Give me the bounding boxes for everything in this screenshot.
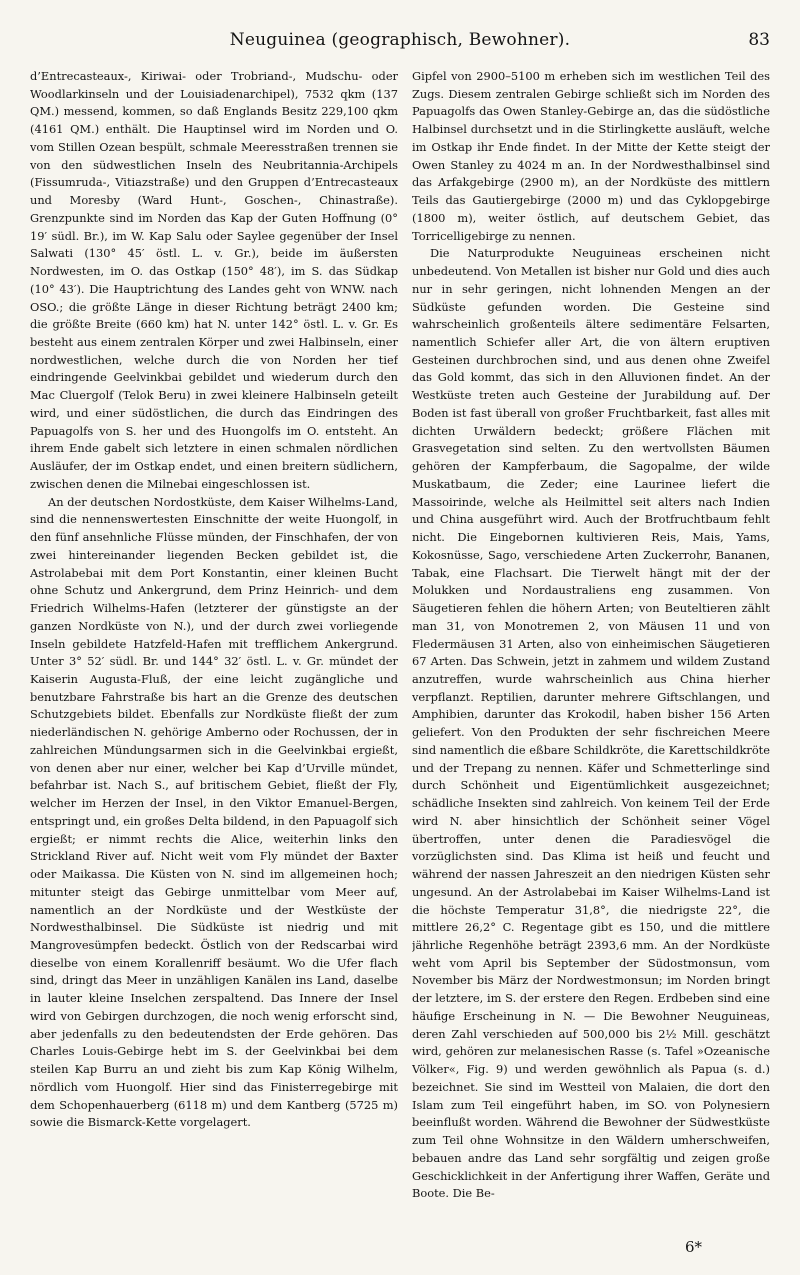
paragraph: An der deutschen Nordostküste, dem Kaiser Wilhelms-Land, sind die nennenswertesten Einschnitte der weite Huongolf, in den fünf ansehnliche Flüsse münden, der Finschhafen, der von zwei hintereinander liegenden Becken gebildet ist, die Astrolabebai mit dem Port Konstantin, einer kleinen Bucht ohne Schutz und Ankergrund, dem Prinz Heinrich- und dem Friedrich Wilhelms-Hafen (letzterer der günstigste an der ganzen Nordküste von N.), und der durch zwei vorliegende Inseln gebildete Hatzfeld-Hafen mit trefflichem Ankergrund. Unter 3° 52′ südl. Br. und 144° 32′ östl. L. v. Gr. mündet der Kaiserin Augusta-Fluß, der eine leicht zugängliche und benutzbare Fahrstraße bis hart an die Grenze des deutschen Schutzgebiets bildet. Ebenfalls zur Nordküste fließt der zum niederländischen N. gehörige Amberno oder Rochussen, der in zahlreichen Mündungsarmen sich in die Geelvinkbai ergießt, von denen aber nur einer, welcher bei Kap d’Urville mündet, befahrbar ist. Nach S., auf britischem Gebiet, fließt der Fly, welcher im Herzen der Insel, in den Viktor Emanuel-Bergen, entspringt und, ein großes Delta bildend, in den Papuagolf sich ergießt; er nimmt rechts die Alice, weiterhin links den Strickland River auf. Nicht weit vom Fly mündet der Baxter oder Maikassa. Die Küsten von N. sind im allgemeinen hoch; mitunter steigt das Gebirge unmittelbar vom Meer auf, namentlich an der Nordküste und der Westküste der Nordwesthalbinsel. Die Südküste ist niedrig und mit Mangrovesümpfen bedeckt. Östlich von der Redscarbai wird dieselbe von einem Korallenriff besäumt. Wo die Ufer flach sind, dringt das Meer in unzähligen Kanälen ins Land, daselbe in lauter kleine Inselchen zerspaltend. Das Innere der Insel wird von Gebirgen durchzogen, die noch wenig erforscht sind, aber jedenfalls zu den bedeutendsten der Erde gehören. Das Charles Louis-Gebirge hebt im S. der Geelvinkbai bei dem steilen Kap Burru an und zieht bis zum Kap König Wilhelm, nördlich vom Huongolf. Hier sind das Finisterregebirge mit dem Schopenhauerberg (6118 m) und dem Kantberg (5725 m) sowie die Bismarck-Kette vorgelagert. — [30, 494, 398, 1130]
page-number: 83 — [748, 30, 770, 50]
right-column — [412, 68, 770, 1236]
printer-signature: 6* — [684, 1238, 702, 1256]
left-column — [30, 68, 398, 1236]
paragraph: Gipfel von 2900–5100 m erheben sich im westlichen Teil des Zugs. Diesem zentralen Gebirge schließt sich im Norden des Papuagolfs das Owen Stanley-Gebirge an, das die südöstliche Halbinsel durchsetzt und in die Stirlingkette ausläuft, welche im Ostkap ihr Ende findet. In der Mitte der Kette steigt der Owen Stanley zu 4024 m an. In der Nordwesthalbinsel sind das Arfakgebirge (2900 m), an der Nordküste des mittlern Teils das Gautiergebirge (2000 m) und das Cyklopgebirge (1800 m), weiter östlich, auf deutschem Gebiet, das Torricelligebirge zu nennen. — [412, 69, 770, 243]
page-header — [0, 30, 800, 58]
running-head: Neuguinea (geographisch, Bewohner). — [229, 30, 571, 50]
paragraph: d’Entrecasteaux-, Kiriwai- oder Trobriand-, Mudschu- oder Woodlarkinseln und der Louisiadenarchipel), 7532 qkm (137 QM.) messend, kommen, so daß Englands Besitz 229,100 qkm (4161 QM.) enthält. Die Hauptinsel wird im Norden und O. vom Stillen Ozean bespült, schmale Meeresstraßen trennen sie von den südwestlichen Inseln des Neubritannia-Archipels (Fissumruda-, Vitiazstraße) und den Gruppen d’Entrecasteaux und Moresby (Ward Hunt-, Goschen-, Chinastraße). Grenzpunkte sind im Norden das Kap der Guten Hoffnung (0° 19′ südl. Br.), im W. Kap Salu oder Saylee gegenüber der Insel Salwati (130° 45′ östl. L. v. Gr.), beide im äußersten Nordwesten, im O. das Ostkap (150° 48′), im S. das Südkap (10° 43′). Die Hauptrichtung des Landes geht von WNW. nach OSO.; die größte Länge in dieser Richtung beträgt 2400 km; die größte Breite (660 km) hat N. unter 142° östl. L. v. Gr. Es besteht aus einem zentralen Körper und zwei Halbinseln, einer nordwestlichen, welche durch die von Norden her tief eindringende Geelvinkbai gebildet und wiederum durch den Mac Cluergolf (Telok Beru) in zwei kleinere Halbinseln geteilt wird, und einer südöstlichen, die durch das Eindringen des Papuagolfs von S. her und des Huongolfs im O. entsteht. An ihrem Ende gabelt sich letztere in einen schmalen nördlichen Ausläufer, der im Ostkap endet, und einen breitern südlichern, zwischen denen die Milnebai eingeschlossen ist. — [30, 69, 398, 491]
paragraph: Die Naturprodukte Neuguineas erscheinen nicht unbedeutend. Von Metallen ist bisher nur Gold und dies auch nur in sehr geringen, nicht lohnenden Mengen an der Südküste gefunden worden. Die Gesteine sind wahrscheinlich großenteils ältere sedimentäre Felsarten, namentlich Schiefer aller Art, die von ältern eruptiven Gesteinen durchbrochen sind, und aus denen ohne Zweifel das Gold kommt, das sich in den Alluvionen findet. An der Westküste treten auch Gesteine der Jurabildung auf. Der Boden ist fast überall von großer Fruchtbarkeit, fast alles mit dichten Urwäldern bedeckt; größere Flächen mit Grasvegetation sind selten. Zu den wertvollsten Bäumen gehören der Kampferbaum, die Sagopalme, der wilde Muskatbaum, die Zeder; eine Laurinee liefert die Massoirinde, welche als Heilmittel seit alters nach Indien und China ausgeführt wird. Auch der Brotfruchtbaum fehlt nicht. Die Eingebornen kultivieren Reis, Mais, Yams, Kokosnüsse, Sago, verschiedene Arten Zuckerrohr, Bananen, Tabak, eine Flachsart. Die Tierwelt hängt mit der der Molukken und Nordaustraliens eng zusammen. Von Säugetieren fehlen die höhern Arten; von Beuteltieren zählt man 31, von Monotremen 2, von Mäusen 11 und von Fledermäusen 31 Arten, also von einheimischen Säugetieren 67 Arten. Das Schwein, jetzt in zahmem und wildem Zustand anzutreffen, wurde wahrscheinlich aus China hierher verpflanzt. Reptilien, darunter mehrere Giftschlangen, und Amphibien, darunter das Krokodil, haben bisher 156 Arten geliefert. Von den Produkten der sehr fischreichen Meere sind namentlich die eßbare Schildkröte, die Karettschildkröte und der Trepang zu nennen. Käfer und Schmetterlinge sind durch Schönheit und Eigentümlichkeit ausgezeichnet; schädliche Insekten sind zahlreich. Von keinem Teil der Erde wird N. aber hinsichtlich der Schönheit seiner Vögel übertroffen, unter denen die Paradiesvögel die vorzüglichsten sind. Das Klima ist heiß und feucht und während der nassen Jahreszeit an den niedrigen Küsten sehr ungesund. An der Astrolabebai im Kaiser Wilhelms-Land ist die höchste Temperatur 31,8°, die niedrigste 22°, die mittlere 26,2° C. Regentage gibt es 150, und die mittlere jährliche Regenhöhe beträgt 2393,6 mm. An der Nordküste weht vom April bis September der Südostmonsun, vom November bis März der Nordwestmonsun; im Norden bringt der letztere, im S. der erstere den Regen. Erdbeben sind eine häufige Erscheinung in N. — Die Bewohner Neuguineas, deren Zahl verschieden auf 500,000 bis 2½ Mill. geschätzt wird, gehören zur melanesischen Rasse (s. Tafel »Ozeanische Völker«, Fig. 9) und werden gewöhnlich als Papua (s. d.) bezeichnet. Sie sind im Westteil von Malaien, die dort den Islam zum Teil eingeführt haben, im SO. von Polynesiern beeinflußt worden. Während die Bewohner der Südwestküste zum Teil ohne Wohnsitze in den Wäldern umherschweifen, bebauen andre das Land sehr sorgfältig und zeigen große Geschicklichkeit in der Anfertigung ihrer Waffen, Geräte und Boote. Die Be- — [412, 246, 770, 1201]
